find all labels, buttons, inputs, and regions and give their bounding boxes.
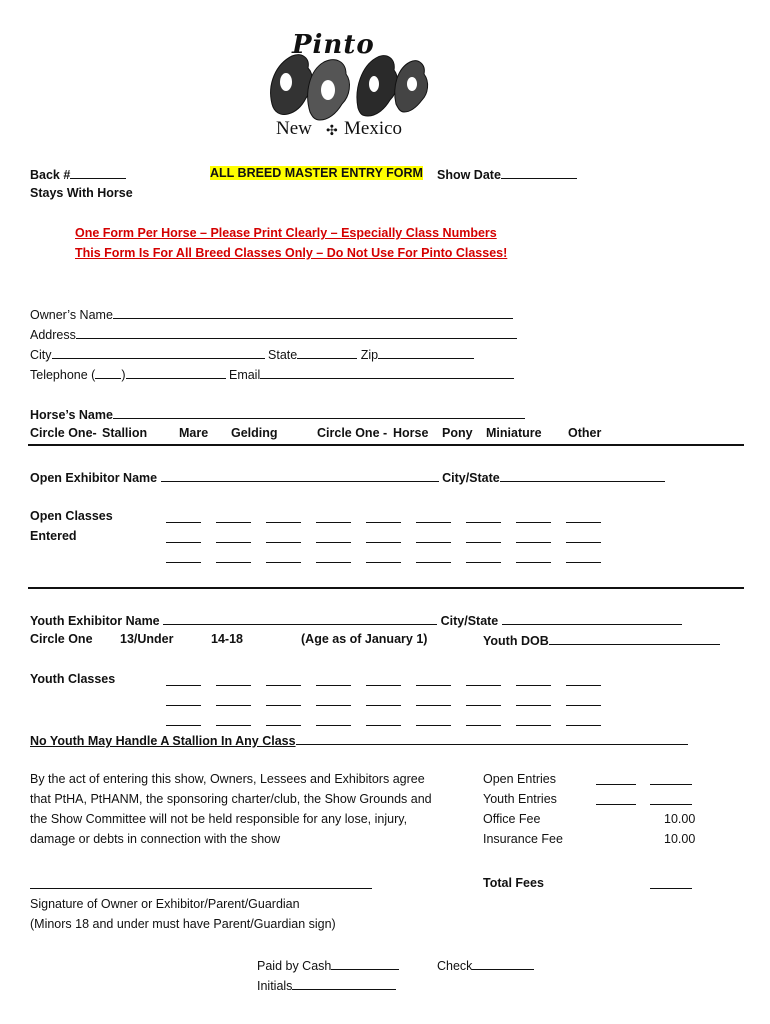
address-label: Address [30,328,76,342]
youth-entries-amount-field[interactable] [650,792,692,808]
class-number-blank[interactable] [166,705,201,706]
option-other[interactable]: Other [568,426,602,440]
youth-exhibitor-field[interactable] [30,612,682,628]
option-gelding[interactable]: Gelding [231,426,278,440]
class-number-blank[interactable] [316,705,351,706]
insurance-fee-value: 10.00 [664,832,696,846]
open-exhibitor-label: Open Exhibitor Name [30,471,158,485]
class-number-blank[interactable] [466,542,501,543]
class-number-blank[interactable] [416,725,451,726]
class-number-blank[interactable] [166,542,201,543]
class-number-blank[interactable] [416,542,451,543]
form-title: ALL BREED MASTER ENTRY FORM [210,166,423,180]
city-label: City [30,348,52,362]
stays-with-horse-label: Stays With Horse [30,186,133,200]
class-number-blank[interactable] [516,685,551,686]
class-number-blank[interactable] [166,725,201,726]
stallion-notice: No Youth May Handle A Stallion In Any Class [30,734,296,748]
youth-city-state-label: City/State [440,614,499,628]
class-number-blank[interactable] [266,562,301,563]
class-number-blank[interactable] [266,685,301,686]
class-number-blank[interactable] [516,562,551,563]
initials-field[interactable] [257,977,396,993]
open-entries-label: Open Entries [483,772,556,786]
class-number-blank[interactable] [516,542,551,543]
class-number-blank[interactable] [516,705,551,706]
class-number-blank[interactable] [216,542,251,543]
class-number-blank[interactable] [466,685,501,686]
class-number-blank[interactable] [416,522,451,523]
horse-name-label: Horse’s Name [30,408,113,422]
class-number-blank[interactable] [566,705,601,706]
class-number-blank[interactable] [366,705,401,706]
class-number-blank[interactable] [466,725,501,726]
option-13-under[interactable]: 13/Under [120,632,174,646]
telephone-close-paren: ) [121,368,126,382]
youth-circle-one: Circle One [30,632,93,646]
open-entries-count-field[interactable] [596,772,636,788]
email-label: Email [228,368,261,382]
telephone-label: Telephone ( [30,368,96,382]
back-number-label: Back # [30,168,71,182]
horse-type-circle-one: Circle One - [317,426,388,440]
office-fee-label: Office Fee [483,812,541,826]
waiver-line-2: that PtHA, PtHANM, the sponsoring charter/club, the Show Grounds and [30,792,432,806]
class-number-blank[interactable] [516,522,551,523]
class-number-blank[interactable] [366,562,401,563]
show-date-field[interactable] [437,166,577,182]
class-number-blank[interactable] [166,562,201,563]
open-entries-amount-field[interactable] [650,772,692,788]
class-number-blank[interactable] [266,705,301,706]
open-entered-label: Entered [30,529,77,543]
waiver-line-3: the Show Committee will not be held responsible for any lose, injury, [30,812,408,826]
youth-dob-field[interactable] [483,632,720,648]
signature-note: (Minors 18 and under must have Parent/Guardian sign) [30,917,336,931]
address-field[interactable] [30,326,517,342]
logo-new-text: New [276,118,312,139]
open-classes-label: Open Classes [30,509,113,523]
telephone-email-row[interactable] [30,366,514,382]
signature-label: Signature of Owner or Exhibitor/Parent/Guardian [30,897,300,911]
owner-name-field[interactable] [30,306,513,322]
option-14-18[interactable]: 14-18 [211,632,243,646]
class-number-blank[interactable] [216,562,251,563]
class-number-blank[interactable] [516,725,551,726]
class-number-blank[interactable] [466,562,501,563]
option-stallion[interactable]: Stallion [102,426,148,440]
class-number-blank[interactable] [166,685,201,686]
class-number-blank[interactable] [366,725,401,726]
class-number-blank[interactable] [366,685,401,686]
class-number-blank[interactable] [566,562,601,563]
option-pony[interactable]: Pony [442,426,473,440]
waiver-line-4: damage or debts in connection with the show [30,832,281,846]
class-number-blank[interactable] [416,705,451,706]
city-state-zip-row[interactable] [30,346,474,362]
youth-classes-label: Youth Classes [30,672,116,686]
horse-sex-circle-one: Circle One- [30,426,97,440]
notice-one-form: One Form Per Horse – Please Print Clearly – Especially Class Numbers [75,226,497,240]
class-number-blank[interactable] [316,542,351,543]
class-number-blank[interactable] [316,562,351,563]
age-note: (Age as of January 1) [301,632,428,646]
class-number-blank[interactable] [216,522,251,523]
youth-entries-count-field[interactable] [596,792,636,808]
total-fees-field[interactable] [650,876,692,892]
class-number-blank[interactable] [216,685,251,686]
zip-label: Zip [360,348,379,362]
class-number-blank[interactable] [566,685,601,686]
pinto-new-mexico-logo [262,30,437,142]
option-mare[interactable]: Mare [179,426,209,440]
option-horse[interactable]: Horse [393,426,429,440]
waiver-line-1: By the act of entering this show, Owners, Lessees and Exhibitors agree [30,772,425,786]
class-number-blank[interactable] [266,725,301,726]
notice-all-breed: This Form Is For All Breed Classes Only – Do Not Use For Pinto Classes! [75,246,508,260]
class-number-blank[interactable] [566,725,601,726]
class-number-blank[interactable] [316,522,351,523]
youth-exhibitor-label: Youth Exhibitor Name [30,614,160,628]
class-number-blank[interactable] [416,562,451,563]
check-label: Check [437,959,473,973]
class-number-blank[interactable] [266,522,301,523]
class-number-blank[interactable] [366,522,401,523]
state-label: State [268,348,298,362]
class-number-blank[interactable] [416,685,451,686]
logo-pinto-text: Pinto [292,30,375,60]
check-field[interactable] [437,957,534,973]
initials-label: Initials [257,979,293,993]
open-exhibitor-field[interactable] [30,469,665,485]
class-number-blank[interactable] [466,705,501,706]
class-number-blank[interactable] [566,542,601,543]
class-number-blank[interactable] [566,522,601,523]
logo-mexico-text: Mexico [344,118,403,139]
class-number-blank[interactable] [216,705,251,706]
section-divider [28,444,744,446]
office-fee-value: 10.00 [664,812,696,826]
owner-name-label: Owner’s Name [30,308,113,322]
insurance-fee-label: Insurance Fee [483,832,563,846]
class-number-blank[interactable] [316,685,351,686]
paid-by-cash-field[interactable] [257,957,399,973]
section-divider [28,587,744,589]
show-date-label: Show Date [437,168,501,182]
youth-dob-label: Youth DOB [483,634,549,648]
zia-sun-icon: ✣ [326,122,338,138]
class-number-blank[interactable] [466,522,501,523]
class-number-blank[interactable] [266,542,301,543]
youth-entries-label: Youth Entries [483,792,557,806]
class-number-blank[interactable] [166,522,201,523]
signature-line[interactable] [30,888,372,889]
back-number-field[interactable] [30,166,126,182]
class-number-blank[interactable] [316,725,351,726]
horse-name-field[interactable] [30,406,525,422]
open-city-state-label: City/State [442,471,500,485]
class-number-blank[interactable] [366,542,401,543]
paid-by-cash-label: Paid by Cash [257,959,332,973]
option-miniature[interactable]: Miniature [486,426,542,440]
total-fees-label: Total Fees [483,876,544,890]
stallion-notice-row [30,732,688,748]
class-number-blank[interactable] [216,725,251,726]
